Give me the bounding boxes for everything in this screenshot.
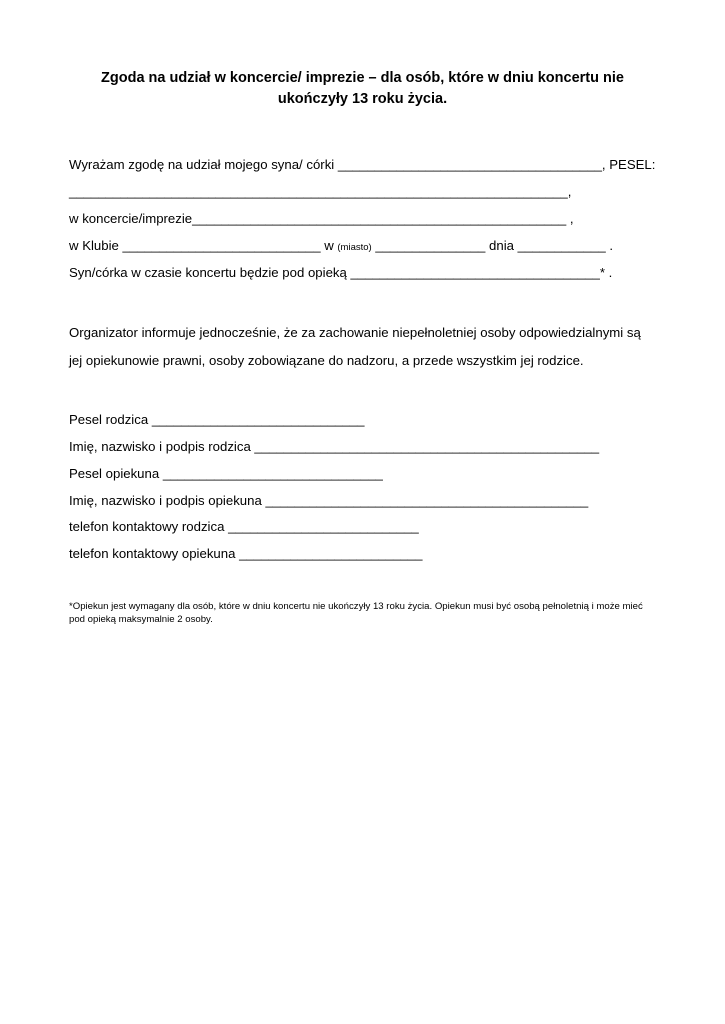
field-parent-signature: Imię, nazwisko i podpis rodzica _______________________________________________ <box>69 439 600 454</box>
consent-line-club <box>69 237 613 257</box>
organizer-notice: Organizator informuje jednocześnie, że za zachowanie niepełnoletniej osoby odpowiedzialnymi są jej opiekunowie prawni, osoby zobowiązane do nadzoru, a przede wszystkim jej rodzice. <box>69 325 641 368</box>
field-guardian-phone: telefon kontaktowy opiekuna _________________________ <box>69 546 423 561</box>
title-line-1: Zgoda na udział w koncercie/ imprezie – dla osób, które w dniu koncertu nie <box>101 70 624 86</box>
field-parent-phone: telefon kontaktowy rodzica __________________________ <box>69 519 419 534</box>
consent-line-pesel: ____________________________________________________________________, <box>69 184 572 199</box>
city-hint: (miasto) <box>337 242 372 253</box>
club-text-a: w Klubie ___________________________ w <box>69 238 338 253</box>
field-guardian-signature: Imię, nazwisko i podpis opiekuna ____________________________________________ <box>69 493 589 508</box>
consent-line-child: Wyrażam zgodę na udział mojego syna/ córki ____________________________________, PESEL: <box>69 157 656 172</box>
consent-line-event: w koncercie/imprezie___________________________________________________ , <box>69 211 574 226</box>
field-parent-pesel: Pesel rodzica _____________________________ <box>69 412 365 427</box>
title-line-2: ukończyły 13 roku życia. <box>277 91 448 107</box>
field-guardian-pesel: Pesel opiekuna ______________________________ <box>69 466 383 481</box>
consent-line-guardian: Syn/córka w czasie koncertu będzie pod opieką __________________________________* . <box>69 265 613 280</box>
document-title <box>60 68 665 110</box>
club-text-b: _______________ dnia ____________ . <box>371 238 613 253</box>
footnote: *Opiekun jest wymagany dla osób, które w dniu koncertu nie ukończyły 13 roku życia. Opiekun musi być osobą pełnoletnią i może mieć pod opieką maksymalnie 2 osoby. <box>69 601 643 625</box>
